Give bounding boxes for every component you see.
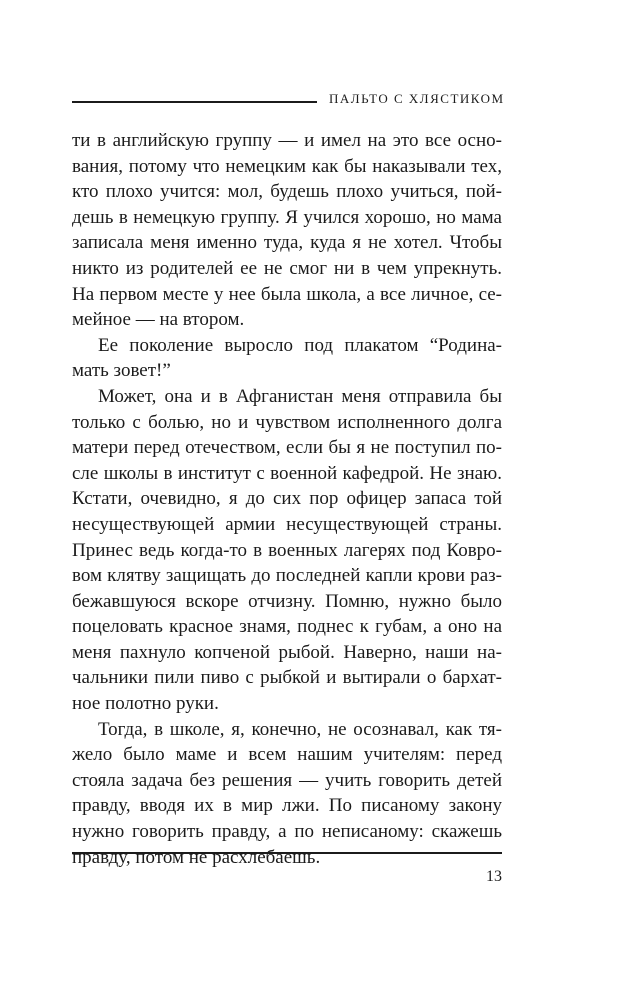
text-line: Ее поколение выросло под плакатом “Родина- — [98, 334, 502, 356]
text-line: поцеловать красное знамя, поднес к губам, а оно на — [72, 616, 502, 638]
text-line: чальники пили пиво с рыбкой и вытирали о бархат- — [72, 667, 502, 689]
text-line: жело было маме и всем нашим учителям: перед — [72, 744, 502, 766]
text-line: На первом месте у нее была школа, а все личное, се- — [72, 283, 502, 305]
text-line: бежавшуюся вскоре отчизну. Помню, нужно было — [72, 590, 502, 612]
text-line: никто из родителей ее не смог ни в чем упрекнуть. — [72, 257, 502, 279]
text-line: вом клятву защищать до последней капли крови раз- — [72, 565, 502, 587]
text-line: сле школы в институт с военной кафедрой. Не знаю. — [72, 462, 502, 484]
text-line: правду, потом не расхлебаешь. — [72, 846, 321, 868]
text-line: правду, вводя их в мир лжи. По писаному закону — [72, 795, 502, 817]
text-line: меня пахнуло копченой рыбой. Наверно, наши на- — [72, 641, 502, 663]
body-text — [72, 128, 502, 870]
text-line: матери перед отечеством, если бы я не поступил по- — [72, 437, 502, 459]
text-line: Может, она и в Афганистан меня отправила бы — [98, 385, 502, 407]
text-line: записала меня именно туда, куда я не хотел. Чтобы — [72, 232, 502, 254]
text-line: Кстати, очевидно, я до сих пор офицер запаса той — [72, 488, 502, 510]
text-line: ти в английскую группу — и имел на это все осно- — [72, 130, 502, 151]
text-line: дешь в немецкую группу. Я учился хорошо, но мама — [72, 206, 502, 228]
text-line: нужно говорить правду, а по неписаному: скажешь — [72, 821, 502, 843]
text-line: несуществующей армии несуществующей страны. — [72, 513, 502, 535]
text-line: вания, потому что немецким как бы наказывали тех, — [72, 155, 502, 177]
footer-rule — [72, 852, 502, 854]
text-line: только с болью, но и чувством исполненного долга — [72, 411, 502, 433]
text-line: мать зовет!” — [72, 360, 171, 382]
text-line: стояла задача без решения — учить говорить детей — [72, 769, 502, 791]
text-line: Тогда, в школе, я, конечно, не осознавал, как тя- — [98, 718, 502, 740]
running-header — [72, 88, 505, 110]
text-line: Принес ведь когда-то в военных лагерях под Ковро- — [72, 539, 502, 561]
text-line: ное полотно руки. — [72, 693, 219, 715]
header-rule — [72, 101, 317, 103]
page-number: 13 — [486, 868, 502, 885]
text-line: мейное — на втором. — [72, 309, 245, 331]
running-title: ПАЛЬТО С ХЛЯСТИКОМ — [329, 91, 505, 106]
text-line: кто плохо учится: мол, будешь плохо учиться, пой- — [72, 181, 502, 203]
